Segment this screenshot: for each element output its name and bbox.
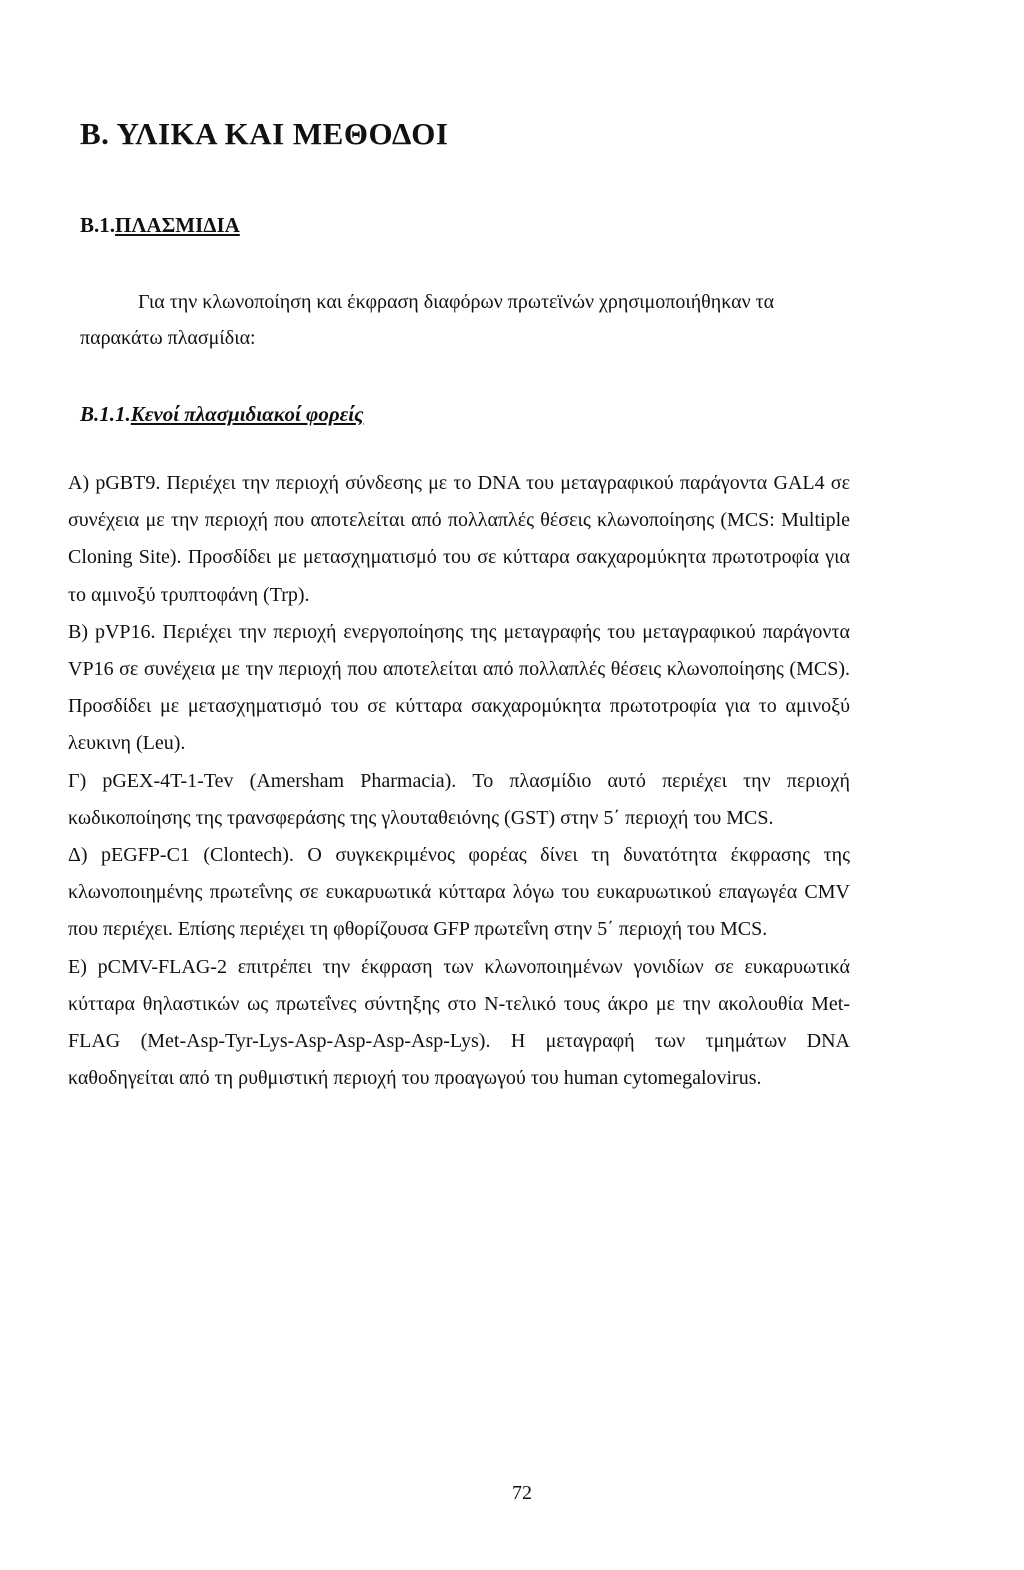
plasmid-list xyxy=(68,465,850,1097)
page-number: 72 xyxy=(512,1482,532,1504)
section-title: ΠΛΑΣΜΙΔΙΑ xyxy=(115,213,240,237)
plasmid-entry-pgex: Γ) pGEX-4T-1-Tev (Amersham Pharmacia). Το πλασμίδιο αυτό περιέχει την περιοχή κωδικοποίησης της τρανσφεράσης της γλουταθειόνης (GST) στην 5΄ περιοχή του MCS. xyxy=(68,769,850,829)
section-number: Β.1. xyxy=(80,213,116,237)
plasmid-entry-pgbt9: Α) pGBT9. Περιέχει την περιοχή σύνδεσης με το DNA του μεταγραφικού παράγοντα GAL4 σε συνέχεια με την περιοχή που αποτελείται από πολλαπλές θέσεις κλωνοποίησης (MCS: Multiple Cloning Site). Προσδίδει με μετασχηματισμό του σε κύτταρα σακχαρομύκητα πρωτοτροφία για το αμινοξύ τρυπτοφάνη (Trp). xyxy=(68,472,850,606)
plasmid-entry-pegfp: Δ) pEGFP-C1 (Clontech). Ο συγκεκριμένος φορέας δίνει τη δυνατότητα έκφρασης της κλωνοποιημένης πρωτεΐνης σε ευκαρυωτικά κύτταρα λόγω του ευκαρυωτικού επαγωγέα CMV που περιέχει. Επίσης περιέχει τη φθορίζουσα GFP πρωτεΐνη στην 5΄ περιοχή του MCS. xyxy=(68,844,850,941)
subsection-number: Β.1.1. xyxy=(80,402,131,426)
subsection-title: Κενοί πλασμιδιακοί φορείς xyxy=(130,402,364,426)
subsection-heading xyxy=(80,402,363,427)
intro-paragraph: Για την κλωνοποίηση και έκφραση διαφόρων πρωτεϊνών χρησιμοποιήθηκαν τα παρακάτω πλασμίδια: xyxy=(80,291,775,349)
plasmid-entry-pvp16: Β) pVP16. Περιέχει την περιοχή ενεργοποίησης της μεταγραφής του μεταγραφικού παράγοντα VP16 σε συνέχεια με την περιοχή που αποτελείται από πολλαπλές θέσεις κλωνοποίησης (MCS). Προσδίδει με μετασχηματισμό του σε κύτταρα σακχαρομύκητα πρωτοτροφία για το αμινοξύ λευκινη (Leu). xyxy=(68,620,850,755)
chapter-title: Β. ΥΛΙΚΑ ΚΑΙ ΜΕΘΟΔΟΙ xyxy=(80,116,449,151)
plasmid-entry-pcmv-flag: Ε) pCMV-FLAG-2 επιτρέπει την έκφραση των κλωνοποιημένων γονιδίων σε ευκαρυωτικά κύτταρα θηλαστικών ως πρωτεΐνες σύντηξης στο Ν-τελικό τους άκρο με την ακολουθία Met-FLAG (Met-Asp-Tyr-Lys-Asp-Asp-Asp-Asp-Lys). Η μεταγραφή των τμημάτων DNA καθοδηγείται από τη ρυθμιστική περιοχή του προαγωγού του human cytomegalovirus. xyxy=(68,955,850,1090)
section-heading xyxy=(80,213,240,238)
